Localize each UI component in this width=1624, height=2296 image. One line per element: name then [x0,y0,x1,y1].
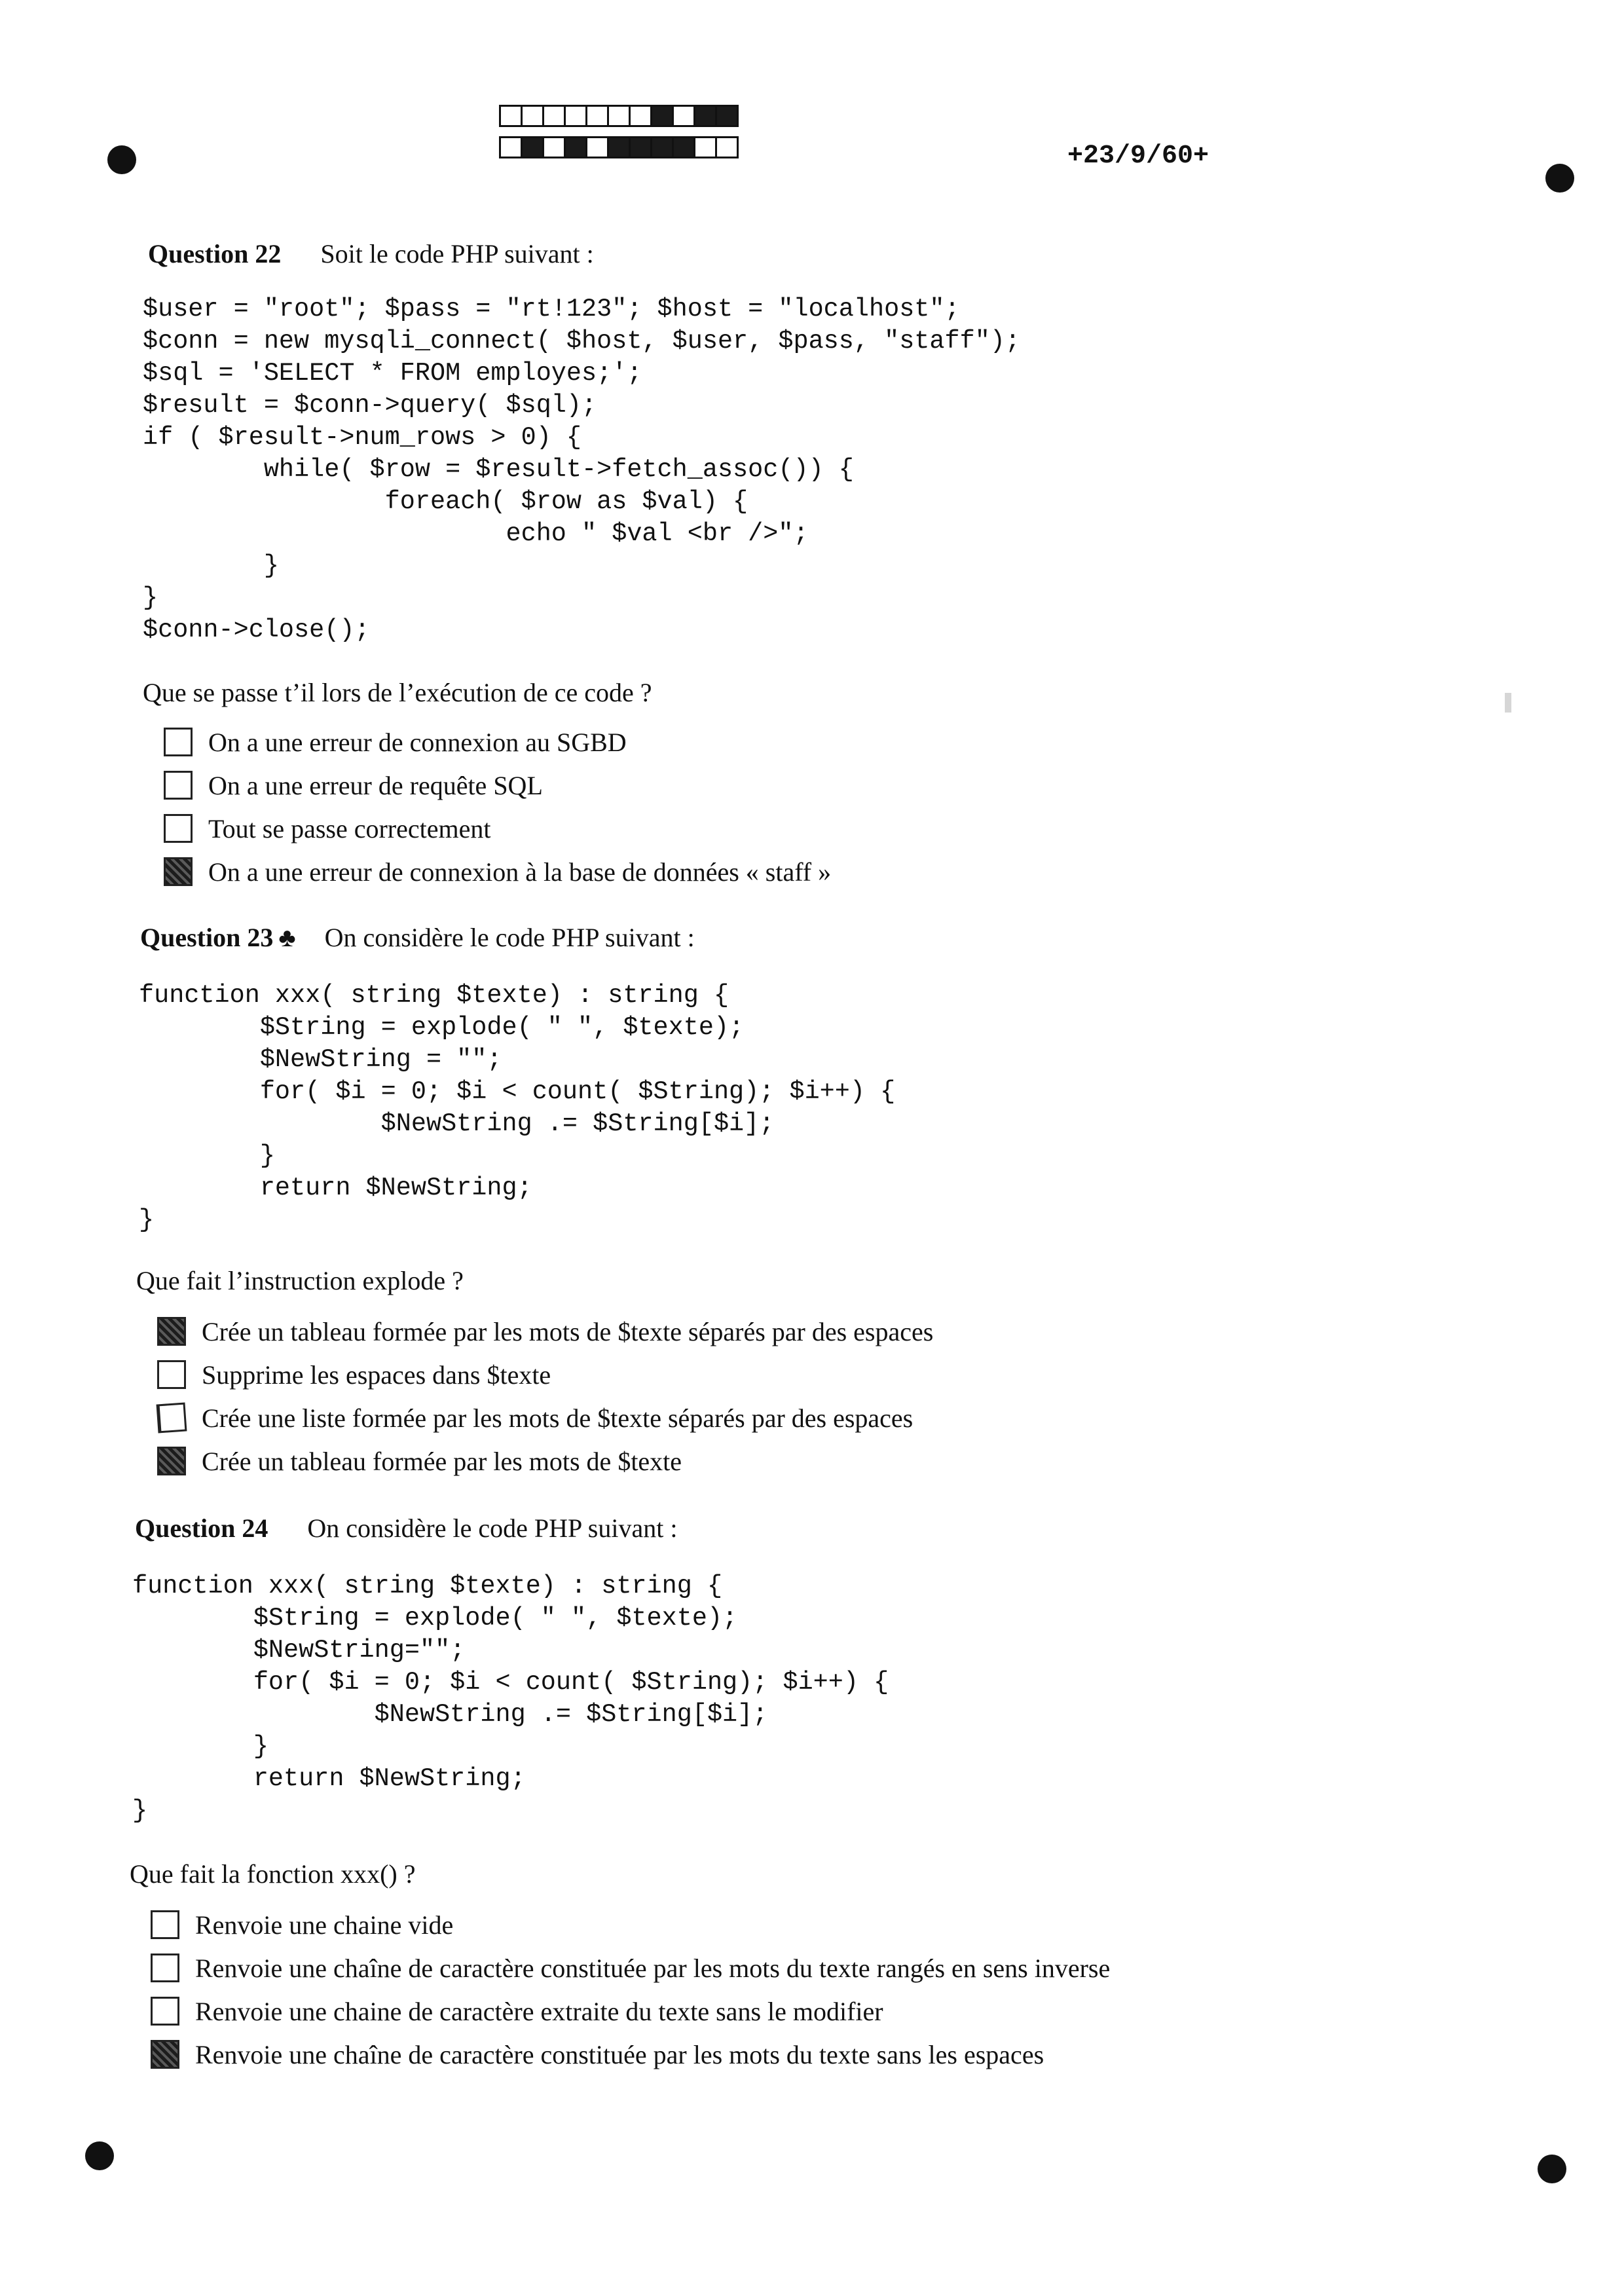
barcode-cell-empty [585,105,609,127]
answer-option[interactable] [151,1903,1110,1946]
question-header [140,922,695,953]
answer-label: Tout se passe correctement [208,813,491,843]
answer-option[interactable] [151,1990,1110,2033]
code-block: $user = "root"; $pass = "rt!123"; $host = "localhost"; $conn = new mysqli_connect( $host, $user, $pass, "staff"); $sql = 'SELECT * FROM employes;'; $result = $conn->query( $sql); if ( $result->num_rows > 0) { while( $row = $result->fetch_assoc()) { foreach( $row as $val) { echo " $val <br />"; } } $conn->close(); [143,295,1021,644]
registration-mark-bottom-right [1538,2155,1566,2183]
barcode-cell-empty [672,105,695,127]
checkbox[interactable] [164,771,193,800]
question-prompt: Que fait la fonction xxx() ? [130,1859,416,1889]
answer-option[interactable] [157,1396,933,1439]
answer-label: On a une erreur de connexion à la base de données « staff » [208,857,832,887]
barcode-cell-empty [499,136,523,158]
barcode-cell-empty [715,136,739,158]
registration-mark-bottom-left [85,2141,114,2170]
registration-mark-top-right [1545,164,1574,193]
question-number: Question 24 [135,1513,268,1543]
barcode-cell-filled [564,136,587,158]
barcode-cell-empty [542,136,566,158]
answer-label: Supprime les espaces dans $texte [202,1360,551,1390]
checkbox[interactable] [151,1953,179,1982]
barcode-row [499,105,737,127]
question-number: Question 22 [148,239,282,268]
answer-label: On a une erreur de requête SQL [208,770,543,800]
answer-label: Renvoie une chaîne de caractère constituée par les mots du texte rangés en sens inverse [195,1953,1111,1983]
answer-option[interactable] [157,1439,933,1483]
code-block: function xxx( string $texte) : string { $String = explode( " ", $texte); $NewString = ""; for( $i = 0; $i < count( $String); $i++) { $NewString .= $String[$i]; } return $NewString; } [139,981,896,1234]
answer-label: On a une erreur de connexion au SGBD [208,727,627,757]
answer-options [151,1903,1110,2076]
answer-option[interactable] [164,764,831,807]
club-icon: ♣ [278,923,296,952]
question-prompt: Que se passe t’il lors de l’exécution de ce code ? [143,678,652,707]
answer-option[interactable] [164,850,831,893]
answer-label: Crée un tableau formée par les mots de $texte séparés par des espaces [202,1316,934,1346]
answer-option[interactable] [151,1946,1110,1990]
scan-smudge [1505,693,1511,713]
barcode-row [499,136,737,158]
question-intro: Soit le code PHP suivant : [320,239,594,268]
checkbox-checked[interactable] [151,2040,179,2069]
barcode-cell-empty [542,105,566,127]
barcode-cell-filled [607,136,631,158]
checkbox-checked[interactable] [157,1317,186,1346]
checkbox[interactable] [164,728,193,756]
question-intro: On considère le code PHP suivant : [307,1513,678,1543]
answer-option[interactable] [151,2033,1110,2076]
checkbox[interactable] [151,1997,179,2026]
answer-options [157,1310,933,1483]
checkbox-checked[interactable] [157,1447,186,1475]
answer-option[interactable] [157,1353,933,1396]
barcode-cell-filled [521,136,544,158]
barcode-cell-filled [629,136,652,158]
answer-label: Crée un tableau formée par les mots de $texte [202,1446,682,1476]
barcode-cell-empty [564,105,587,127]
barcode-cell-filled [672,136,695,158]
barcode-cell-empty [521,105,544,127]
barcode-cell-filled [693,105,717,127]
checkbox-checked[interactable] [164,857,193,886]
answer-label: Renvoie une chaîne de caractère constituée par les mots du texte sans les espaces [195,2039,1044,2069]
checkbox[interactable] [157,1360,186,1389]
barcode-cell-filled [650,105,674,127]
checkbox-crossed-out[interactable] [157,1403,187,1434]
barcode-cell-empty [629,105,652,127]
barcode-cell-empty [585,136,609,158]
barcode-cell-empty [499,105,523,127]
barcode-cell-filled [715,105,739,127]
barcode-cell-empty [693,136,717,158]
question-header [135,1513,677,1544]
answer-option[interactable] [157,1310,933,1353]
question-intro: On considère le code PHP suivant : [324,923,695,952]
answer-option[interactable] [164,720,831,764]
registration-mark-top-left [107,145,136,174]
barcode-cell-filled [650,136,674,158]
answer-option[interactable] [164,807,831,850]
question-number: Question 23 [140,923,274,952]
page-identifier: +23/9/60+ [1067,141,1209,171]
question-header [148,238,594,269]
question-prompt: Que fait l’instruction explode ? [136,1266,464,1295]
code-block: function xxx( string $texte) : string { $String = explode( " ", $texte); $NewString=""; for( $i = 0; $i < count( $String); $i++) { $NewString .= $String[$i]; } return $NewString; } [132,1572,889,1825]
checkbox[interactable] [164,814,193,843]
barcode-cell-empty [607,105,631,127]
answer-label: Renvoie une chaine de caractère extraite du texte sans le modifier [195,1996,883,2026]
checkbox[interactable] [151,1910,179,1939]
answer-options [164,720,831,893]
answer-label: Crée une liste formée par les mots de $texte séparés par des espaces [202,1403,913,1433]
answer-label: Renvoie une chaine vide [195,1910,454,1940]
